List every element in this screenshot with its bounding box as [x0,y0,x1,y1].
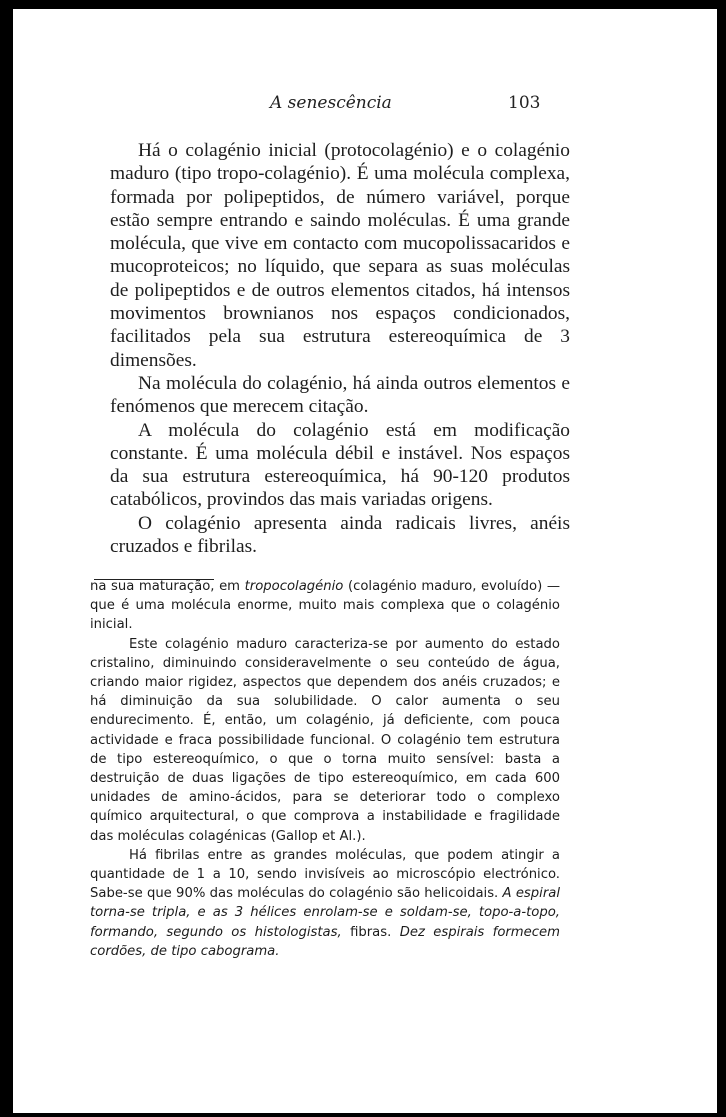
footnote-italic: A espiral torna-se tripla, e as 3 hélices enrolam-se e soldam-se, topo-a-topo, formando, segundo os histologistas, [90,886,561,940]
footnote-text: Há fibrilas entre as grandes moléculas, que podem atingir a quantidade de 1 a 10, sendo invisíveis ao microscópio electrónico. Sabe-se que 90% das moléculas do colagénio são helicoidais. [90,847,560,902]
book-page [13,9,717,1113]
footnote-term: tropocolagénio [244,579,344,594]
page-header [13,93,717,123]
footnote-text: na sua maturação, em [90,579,245,594]
footnote-paragraph [90,577,560,635]
footnote-text: (colagénio maduro, evoluído) — que é uma molécula enorme, muito mais complexa que o colagénio inicial. [90,579,561,633]
footnote-paragraph: Este colagénio maduro caracteriza-se por aumento do estado cristalino, diminuindo consideravelmente o seu conteúdo de água, criando maior rigidez, aspectos que dependem dos anéis cruzados; e há diminuição da sua solubilidade. O calor aumenta o seu endurecimento. É, então, um colagénio, já deficiente, com pouca actividade e fraca possibilidade funcional. O colagénio tem estrutura de tipo estereoquímico, o que o torna muito sensível: basta a destruição de duas ligações de tipo estereoquímico, em cada 600 unidades de amino-ácidos, para se deteriorar todo o complexo químico arquitectural, o que comprova a instabilidade e fragilidade das moléculas colagénicas (Gallop et Al.). [90,636,560,844]
footnote [90,577,560,961]
footnote-text: fibras. [341,924,400,940]
paragraph: A molécula do colagénio está em modificação constante. É uma molécula débil e instável. Nos espaços da sua estrutura estereoquímica, há 90-120 produtos catabólicos, provindos das mais variadas origens. [110,419,570,511]
page-number: 103 [508,93,541,113]
running-title: A senescência [270,93,392,113]
main-text [110,139,570,558]
paragraph: Há o colagénio inicial (protocolagénio) e o colagénio maduro (tipo tropo-colagénio). É uma molécula complexa, formada por polipeptidos, de número variável, porque estão sempre entrando e saindo moléculas. É uma grande molécula, que vive em contacto com mucopolissacaridos e mucoproteicos; no líquido, que separa as suas moléculas de polipeptidos e de outros elementos citados, há intensos movimentos brownianos nos espaços condicionados, facilitados pela sua estrutura estereoquímica de 3 dimensões. [110,140,570,371]
footnote-paragraph [90,846,560,961]
paragraph: Na molécula do colagénio, há ainda outros elementos e fenómenos que merecem citação. [110,372,570,418]
footnote-italic: Dez espirais formecem cordões, de tipo cabograma. [90,924,560,959]
paragraph: O colagénio apresenta ainda radicais livres, anéis cruzados e fibrilas. [110,512,570,558]
